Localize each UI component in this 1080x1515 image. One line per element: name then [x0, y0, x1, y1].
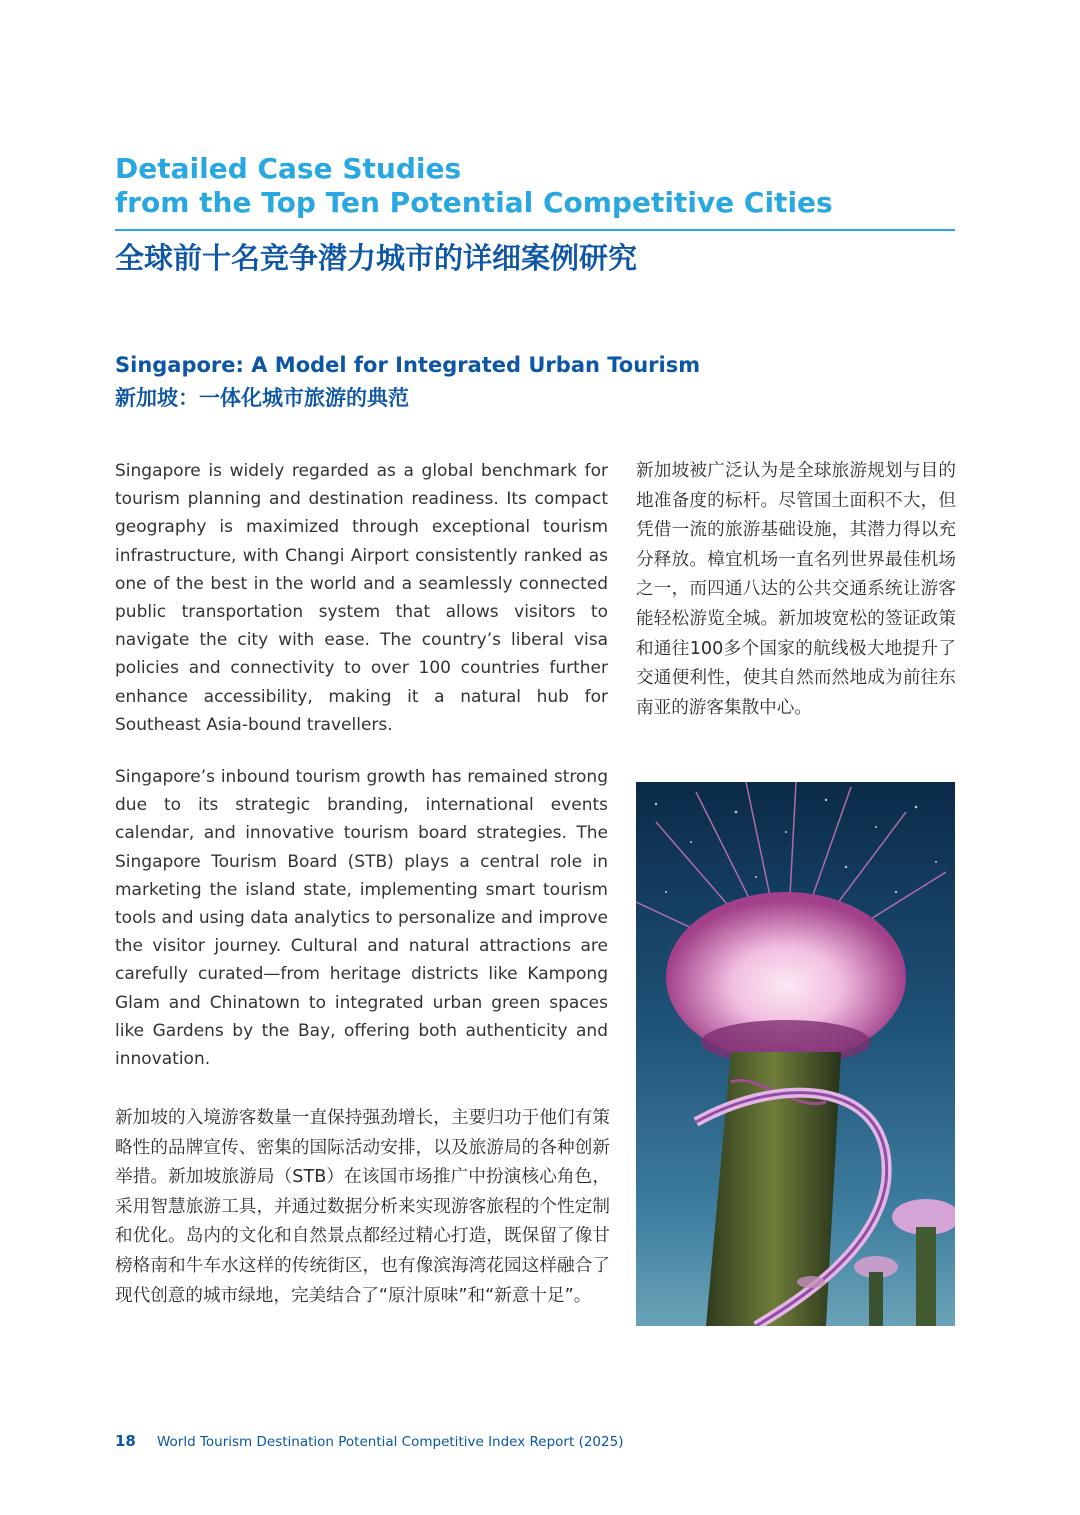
section-heading-zh: 新加坡：一体化城市旅游的典范 — [115, 386, 409, 410]
page-number: 18 — [115, 1432, 136, 1450]
paragraph-zh-2: 新加坡的入境游客数量一直保持强劲增长，主要归功于他们有策略性的品牌宣传、密集的国际活动安排，以及旅游局的各种创新举措。新加坡旅游局（STB）在该国市场推广中扮演核心角色，采用智慧旅游工具，并通过数据分析来实现游客旅程的个性定制和优化。岛内的文化和自然景点都经过精心打造，既保留了像甘榜格南和牛车水这样的传统街区，也有像滨海湾花园这样融合了现代创意的城市绿地，完美结合了“原汁原味”和“新意十足”。 — [115, 1108, 610, 1306]
gardens-by-the-bay-photo — [636, 782, 955, 1326]
title-en-line-1: Detailed Case Studies — [115, 152, 462, 185]
page-title-en — [115, 152, 965, 220]
page-footer — [115, 1431, 623, 1453]
section-heading-en: Singapore: A Model for Integrated Urban Tourism — [115, 353, 701, 377]
title-en-line-2: from the Top Ten Potential Competitive Cities — [115, 186, 833, 219]
paragraph-en-2: Singapore’s inbound tourism growth has remained strong due to its strategic branding, international events calendar, and innovative tourism board strategies. The Singapore Tourism Board (STB) plays a central role in marketing the island state, implementing smart tourism tools and using data analytics to personalize and improve the visitor journey. Cultural and natural attractions are carefully curated—from heritage districts like Kampong Glam and Chinatown to integrated urban green spaces like Gardens by the Bay, offering both authenticity and innovation. — [115, 767, 608, 1070]
report-title: World Tourism Destination Potential Competitive Index Report (2025) — [156, 1434, 624, 1450]
paragraph-en-1: Singapore is widely regarded as a global benchmark for tourism planning and destination readiness. Its compact geography is maximized through exceptional tourism infrastructure, with Changi Airport consistently ranked as one of the best in the world and a seamlessly connected public transportation system that allows visitors to navigate the city with ease. The country’s liberal visa policies and connectivity to over 100 countries further enhance accessibility, making it a natural hub for Southeast Asia-bound travellers. — [115, 461, 608, 735]
title-divider — [115, 229, 955, 231]
paragraph-zh-1: 新加坡被广泛认为是全球旅游规划与目的地准备度的标杆。尽管国土面积不大，但凭借一流的旅游基础设施，其潜力得以充分释放。樟宜机场一直名列世界最佳机场之一，而四通八达的公共交通系统让游客能轻松游览全城。新加坡宽松的签证政策和通往100多个国家的航线极大地提升了交通便利性，使其自然而然地成为前往东南亚的游客集散中心。 — [636, 461, 956, 718]
page-title-zh: 全球前十名竞争潜力城市的详细案例研究 — [115, 241, 638, 275]
